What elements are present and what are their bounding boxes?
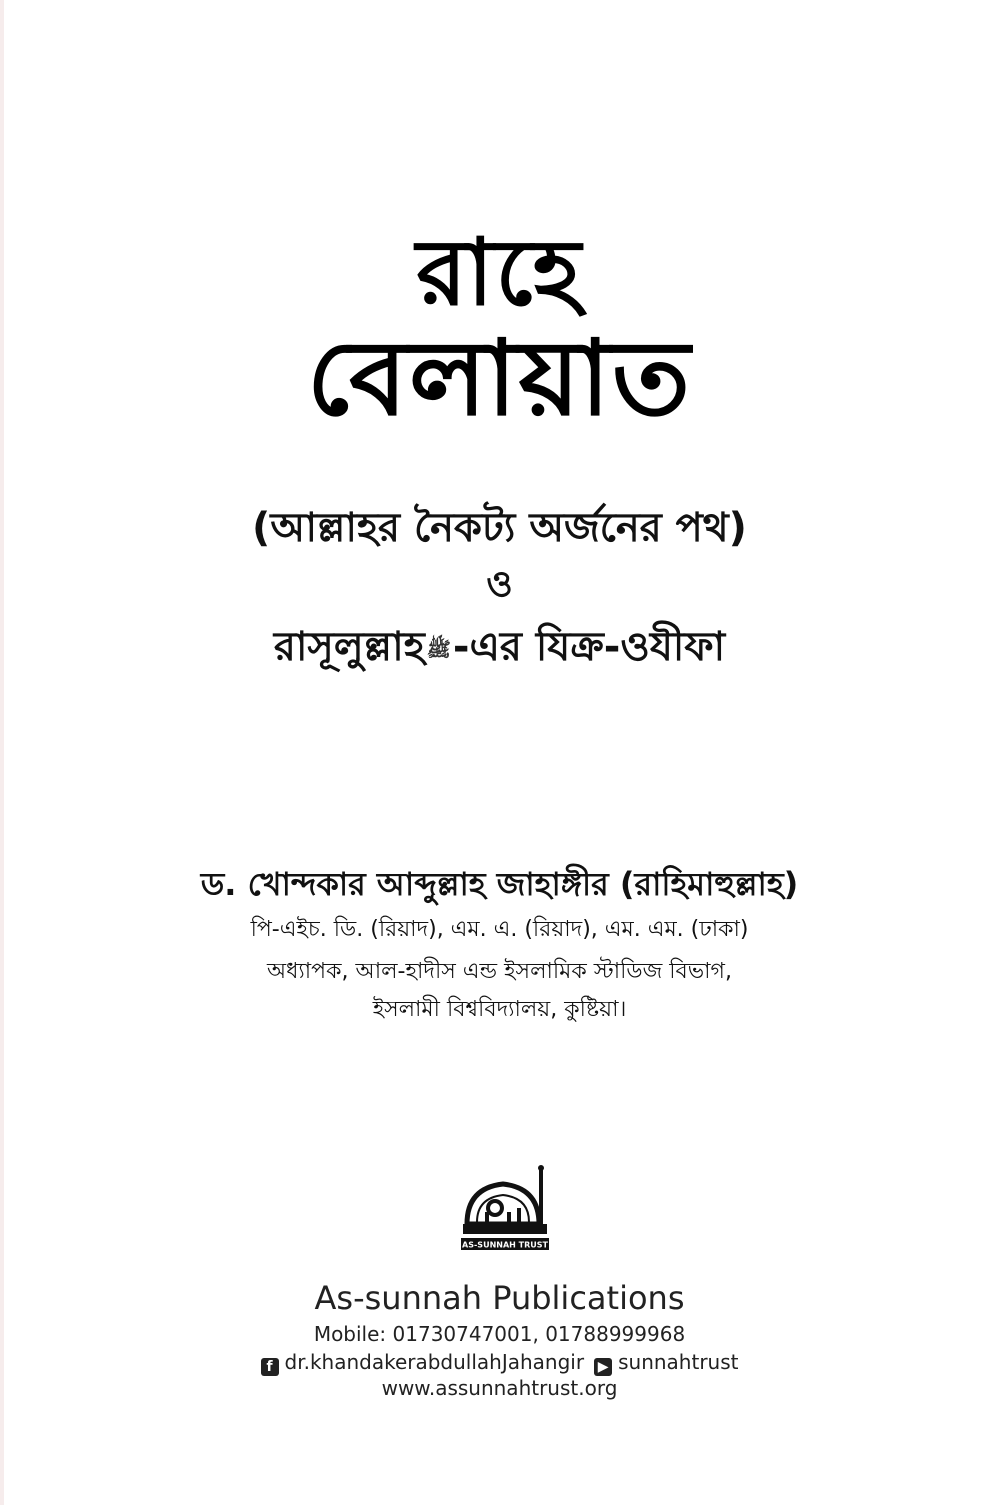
author-name: ড. খোন্দকার আব্দুল্লাহ জাহাঙ্গীর (রাহিমাহুল্লাহ) — [200, 865, 799, 903]
publisher-website: www.assunnahtrust.org — [381, 1376, 618, 1400]
subtitle-conjunction: ও — [486, 564, 513, 605]
subtitle-2-suffix: -এর যিক্র-ওযীফা — [452, 624, 726, 670]
publisher-social — [0, 1348, 999, 1376]
book-title-line-1: রাহে — [416, 219, 583, 326]
publisher-name: As-sunnah Publications — [314, 1279, 685, 1317]
author-institution: ইসলামী বিশ্ববিদ্যালয়, কুষ্টিয়া। — [372, 997, 627, 1022]
facebook-handle: dr.khandakerabdullahJahangir — [284, 1350, 585, 1374]
honorific-icon: ﷺ — [426, 637, 451, 661]
youtube-handle: sunnahtrust — [618, 1350, 739, 1374]
youtube-icon: ▶ — [594, 1358, 612, 1376]
book-subtitle-2 — [0, 615, 999, 681]
book-title-line-2: বেলায়াত — [306, 317, 693, 439]
author-position: অধ্যাপক, আল-হাদীস এন্ড ইসলামিক স্টাডিজ বিভাগ, — [267, 959, 732, 984]
logo-text: AS-SUNNAH TRUST — [462, 1240, 548, 1250]
facebook-icon: f — [261, 1358, 279, 1376]
publisher-mobile: Mobile: 01730747001, 01788999968 — [313, 1322, 686, 1346]
as-sunnah-trust-logo — [455, 1162, 555, 1262]
author-credentials: পি-এইচ. ডি. (রিয়াদ), এম. এ. (রিয়াদ), এম. এম. (ঢাকা) — [250, 917, 749, 942]
subtitle-2-prefix: রাসূলুল্লাহ — [273, 624, 425, 670]
book-subtitle: (আল্লাহর নৈকট্য অর্জনের পথ) — [252, 505, 747, 551]
